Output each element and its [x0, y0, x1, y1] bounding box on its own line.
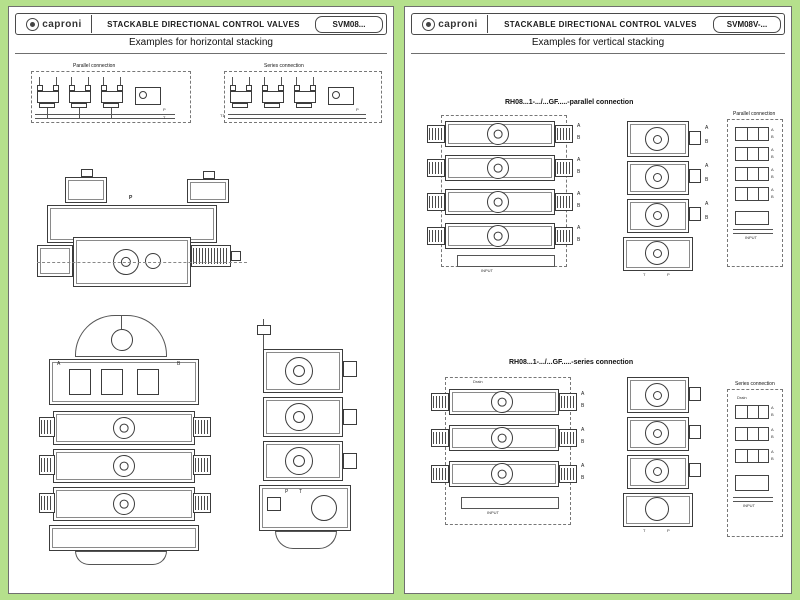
page-right: caproni STACKABLE DIRECTIONAL CONTROL VALVES SVM08V-... Examples for vertical stacking RH08...1-.../...GF.....-parallel connection A B A B A B A B INPUT A B A B A B T P Parallel connection A B A B A B A B INPUT RH08...1-.../...GF.....-series connection Drain A B A B A B INPUT T P Series connection Drain A B A B A B INPUT: [404, 6, 792, 594]
header-title-right: STACKABLE DIRECTIONAL CONTROL VALVES: [504, 19, 697, 29]
vertical-stack-side-parallel: A B A B A B T P: [623, 117, 723, 277]
header-title-left: STACKABLE DIRECTIONAL CONTROL VALVES: [107, 19, 300, 29]
header-right: [411, 13, 785, 35]
label-input-series: INPUT: [487, 510, 499, 515]
assembly-top-view: P: [37, 167, 287, 307]
assembly-stack-side-view: P T: [255, 319, 375, 569]
header-left: [15, 13, 387, 35]
vertical-stack-front-series: Drain A B A B A B INPUT: [431, 377, 621, 537]
caption-parallel-connection: Parallel connection: [73, 63, 116, 69]
label-input-parallel: INPUT: [481, 268, 493, 273]
assembly-stack-front-view: A B: [39, 315, 229, 565]
scheme-caption-series: Series connection: [735, 381, 775, 387]
brand-logo-left: [17, 15, 92, 33]
section-caption-parallel: RH08...1-.../...GF.....-parallel connection: [505, 99, 634, 106]
logo-mark-icon-right: [422, 18, 435, 31]
vertical-stack-side-series: T P: [623, 373, 723, 533]
header-code-right: SVM08V-...: [713, 16, 781, 33]
section-caption-series: RH08...1-.../...GF.....-series connection: [509, 359, 634, 366]
brand-name: caproni: [42, 18, 82, 30]
logo-mark-icon: [26, 18, 39, 31]
page-left: [8, 6, 394, 594]
series-symbol-group: T1 P: [228, 77, 378, 121]
header-code-left: SVM08...: [315, 16, 383, 33]
parallel-symbol-group: P T: [35, 77, 187, 121]
subtitle-right: Examples for vertical stacking: [531, 37, 665, 48]
header-divider-left: [15, 53, 387, 54]
header-divider-right: [411, 53, 785, 54]
brand-name-right: caproni: [438, 18, 478, 30]
vertical-stack-front-parallel: A B A B A B A B INPUT: [427, 115, 617, 275]
caption-series-connection: Series connection: [264, 63, 304, 69]
label-drain: Drain: [473, 379, 483, 384]
brand-logo-right: [413, 15, 488, 33]
subtitle-left: Examples for horizontal stacking: [129, 37, 273, 48]
scheme-caption-parallel: Parallel connection: [733, 111, 776, 117]
